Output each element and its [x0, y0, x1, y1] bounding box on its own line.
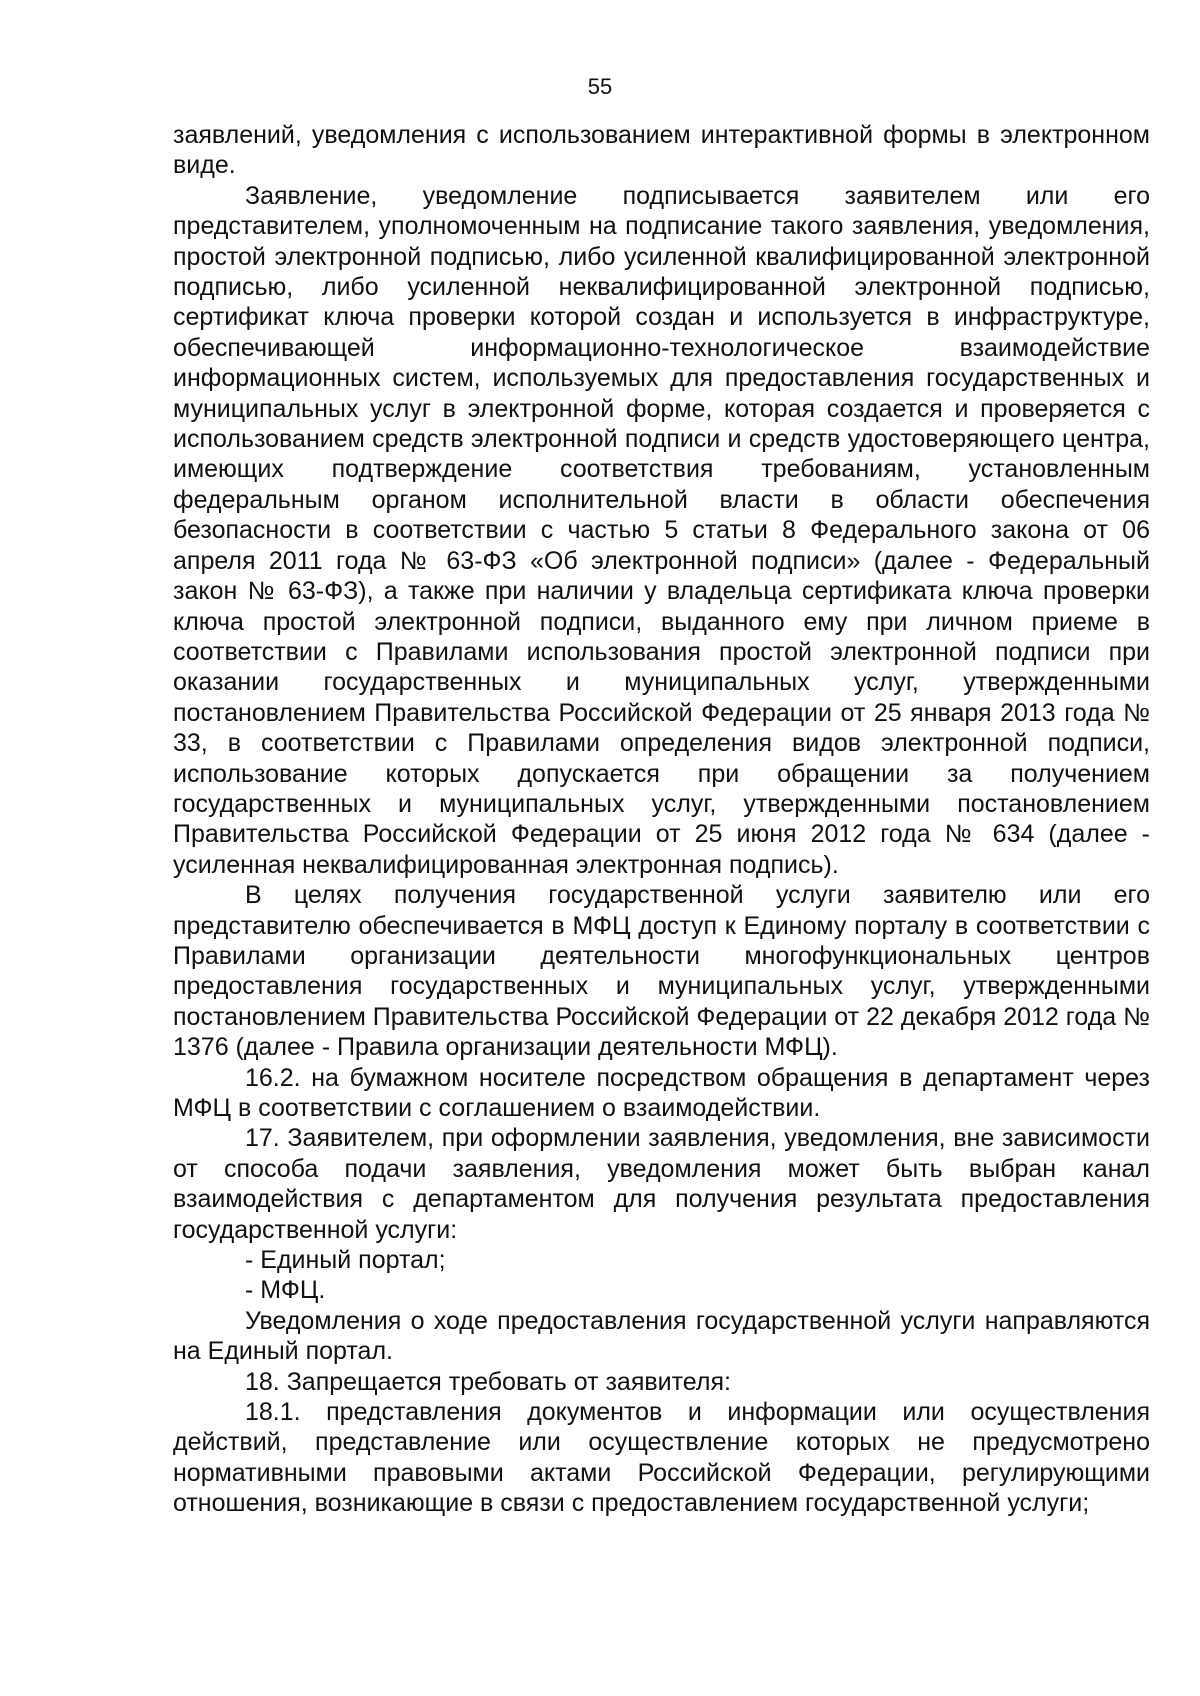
paragraph-3: В целях получения государственной услуги заявителю или его представителю обеспечивается в МФЦ доступ к Единому порталу в соответствии с Правилами организации деятельности многофункциональных центров предоставления государственных и муниципальных услуг, утвержденными постановлением Правительства Российской Федерации от 22 декабря 2012 года № 1376 (далее - Правила организации деятельности МФЦ). — [173, 881, 1150, 1062]
list-item-1: - Единый портал; — [245, 1246, 446, 1275]
paragraph-6: Уведомления о ходе предоставления государственной услуги направляются на Единый портал. — [173, 1306, 1150, 1366]
paragraph-1: заявлений, уведомления с использованием интерактивной формы в электронном виде. — [173, 121, 1150, 180]
paragraph-5: 17. Заявителем, при оформлении заявления, уведомления, вне зависимости от способа подачи заявления, уведомления может быть выбран канал взаимодействия с департаментом для получения результата предоставления государственной услуги: — [173, 1124, 1150, 1244]
paragraph-2: Заявление, уведомление подписывается заявителем или его представителем, уполномоченным на подписание такого заявления, уведомления, простой электронной подписью, либо усиленной квалифицированной электронной подписью, либо усиленной неквалифицированной электронной подписью, сертификат ключа проверки которой создан и используется в инфраструктуре, обеспечивающей информационно-технологическое взаимодействие информационных систем, используемых для предоставления государственных и муниципальных услуг в электронной форме, которая создается и проверяется с использованием средств электронной подписи и средств удостоверяющего центра, имеющих подтверждение соответствия требованиям, установленным федеральным органом исполнительной власти в области обеспечения безопасности в соответствии с частью 5 статьи 8 Федерального закона от 06 апреля 2011 года № 63-ФЗ «Об электронной подписи» (далее - Федеральный закон № 63-ФЗ), а также при наличии у владельца сертификата ключа проверки ключа простой электронной подписи, выданного ему при личном приеме в соответствии с Правилами использования простой электронной подписи при оказании государственных и муниципальных услуг, утвержденными постановлением Правительства Российской Федерации от 25 января 2013 года № 33, в соответствии с Правилами определения видов электронной подписи, использование которых допускается при обращении за получением государственных и муниципальных услуг, утвержденными постановлением Правительства Российской Федерации от 25 июня 2012 года № 634 (далее - усиленная неквалифицированная электронная подпись). — [173, 181, 1150, 879]
paragraph-4: 16.2. на бумажном носителе посредством обращения в департамент через МФЦ в соответствии с соглашением о взаимодействии. — [173, 1063, 1150, 1122]
paragraph-7: 18. Запрещается требовать от заявителя: — [245, 1367, 731, 1396]
document-body — [173, 120, 1150, 1519]
list-item-2: - МФЦ. — [245, 1276, 326, 1305]
page-number: 55 — [587, 74, 613, 99]
paragraph-8: 18.1. представления документов и информации или осуществления действий, представление или осуществление которых не предусмотрено нормативными правовыми актами Российской Федерации, регулирующими отношения, возникающие в связи с предоставлением государственной услуги; — [173, 1398, 1150, 1518]
